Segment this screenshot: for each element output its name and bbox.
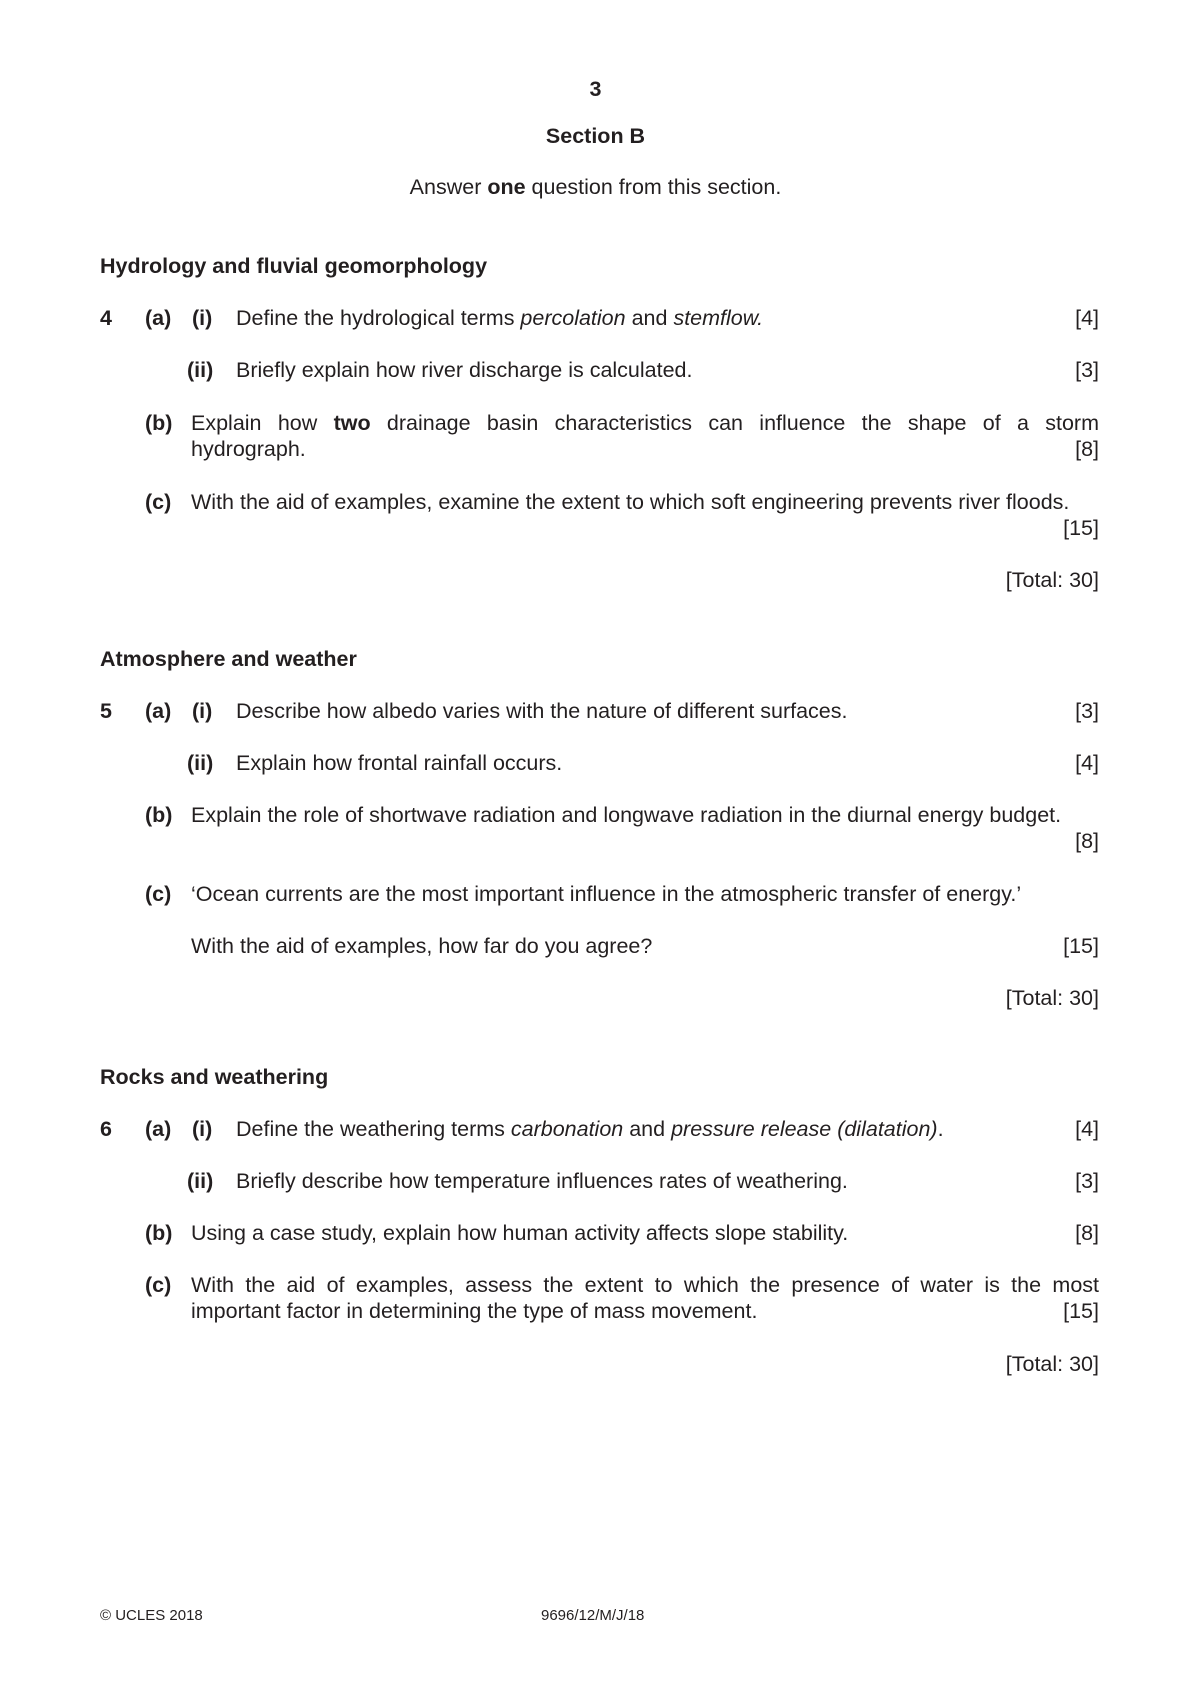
mark-allocation: [15] [1063, 934, 1099, 958]
question-text-segment: and [625, 306, 674, 330]
part-label: (c) [145, 490, 172, 514]
question-text-segment: Define the weathering terms [236, 1117, 511, 1141]
mark-allocation: [8] [1075, 437, 1099, 461]
question-number: 4 [100, 306, 112, 330]
part-label: (c) [145, 882, 172, 906]
term: percolation [520, 306, 626, 330]
question-text-continued: important factor in determining the type of mass movement. [191, 1299, 758, 1323]
question-text [236, 305, 763, 331]
instruction-text-end: question from this section. [525, 175, 782, 199]
question-text: Describe how albedo varies with the nature of different surfaces. [236, 699, 848, 723]
question-text: Briefly explain how river discharge is calculated. [236, 358, 693, 382]
part-label: (a) [145, 699, 172, 723]
subpart-label: (ii) [187, 1169, 214, 1193]
term: carbonation [510, 1117, 624, 1141]
part-label: (b) [145, 1221, 173, 1245]
question-text: With the aid of examples, assess the extent to which the presence of water is the most [191, 1273, 1099, 1297]
question-text-segment: Define the hydrological terms [236, 306, 521, 330]
section-instruction [0, 174, 1191, 200]
part-label: (b) [145, 411, 173, 435]
question-text: Using a case study, explain how human activity affects slope stability. [191, 1221, 849, 1245]
mark-allocation: [3] [1075, 699, 1099, 723]
question-text-segment: Explain how [191, 411, 334, 435]
section-title: Section B [545, 124, 646, 148]
instruction-emphasis: one [487, 175, 526, 199]
question-text-segment: . [937, 1117, 944, 1141]
subpart-label: (i) [192, 1117, 213, 1141]
mark-allocation: [15] [1063, 516, 1099, 540]
paper-code: 9696/12/M/J/18 [541, 1607, 645, 1624]
question-total: [Total: 30] [1005, 986, 1099, 1010]
question-total: [Total: 30] [1005, 568, 1099, 592]
subpart-label: (ii) [187, 358, 214, 382]
question-quote: ‘Ocean currents are the most important influence in the atmospheric transfer of energy.’ [191, 882, 1022, 906]
term: stemflow. [673, 306, 764, 330]
mark-allocation: [4] [1075, 1117, 1099, 1141]
mark-allocation: [15] [1063, 1299, 1099, 1323]
topic-heading: Rocks and weathering [100, 1065, 329, 1089]
question-text: With the aid of examples, how far do you agree? [191, 934, 653, 958]
question-text-segment: drainage basin characteristics can influence the shape of a storm [370, 411, 1099, 435]
mark-allocation: [3] [1075, 1169, 1099, 1193]
question-text: Explain how frontal rainfall occurs. [236, 751, 563, 775]
question-text [191, 410, 1099, 436]
mark-allocation: [8] [1075, 1221, 1099, 1245]
mark-allocation: [4] [1075, 306, 1099, 330]
mark-allocation: [3] [1075, 358, 1099, 382]
question-number: 6 [100, 1117, 112, 1141]
question-text [236, 1116, 944, 1142]
page-number: 3 [589, 77, 602, 101]
subpart-label: (i) [192, 699, 213, 723]
mark-allocation: [8] [1075, 829, 1099, 853]
term: pressure release (dilatation) [671, 1117, 938, 1141]
question-text: Explain the role of shortwave radiation and longwave radiation in the diurnal energy budget. [191, 803, 1062, 827]
subpart-label: (ii) [187, 751, 214, 775]
part-label: (b) [145, 803, 173, 827]
part-label: (a) [145, 306, 172, 330]
question-total: [Total: 30] [1005, 1352, 1099, 1376]
topic-heading: Hydrology and fluvial geomorphology [100, 254, 488, 278]
question-text: With the aid of examples, examine the extent to which soft engineering prevents river floods. [191, 490, 1070, 514]
question-text-continued: hydrograph. [191, 437, 306, 461]
mark-allocation: [4] [1075, 751, 1099, 775]
instruction-text: Answer [409, 175, 488, 199]
part-label: (c) [145, 1273, 172, 1297]
topic-heading: Atmosphere and weather [100, 647, 357, 671]
question-number: 5 [100, 699, 112, 723]
copyright-notice: © UCLES 2018 [100, 1607, 203, 1624]
emphasis: two [333, 411, 371, 435]
question-text-segment: and [623, 1117, 672, 1141]
part-label: (a) [145, 1117, 172, 1141]
question-text: Briefly describe how temperature influences rates of weathering. [236, 1169, 848, 1193]
subpart-label: (i) [192, 306, 213, 330]
